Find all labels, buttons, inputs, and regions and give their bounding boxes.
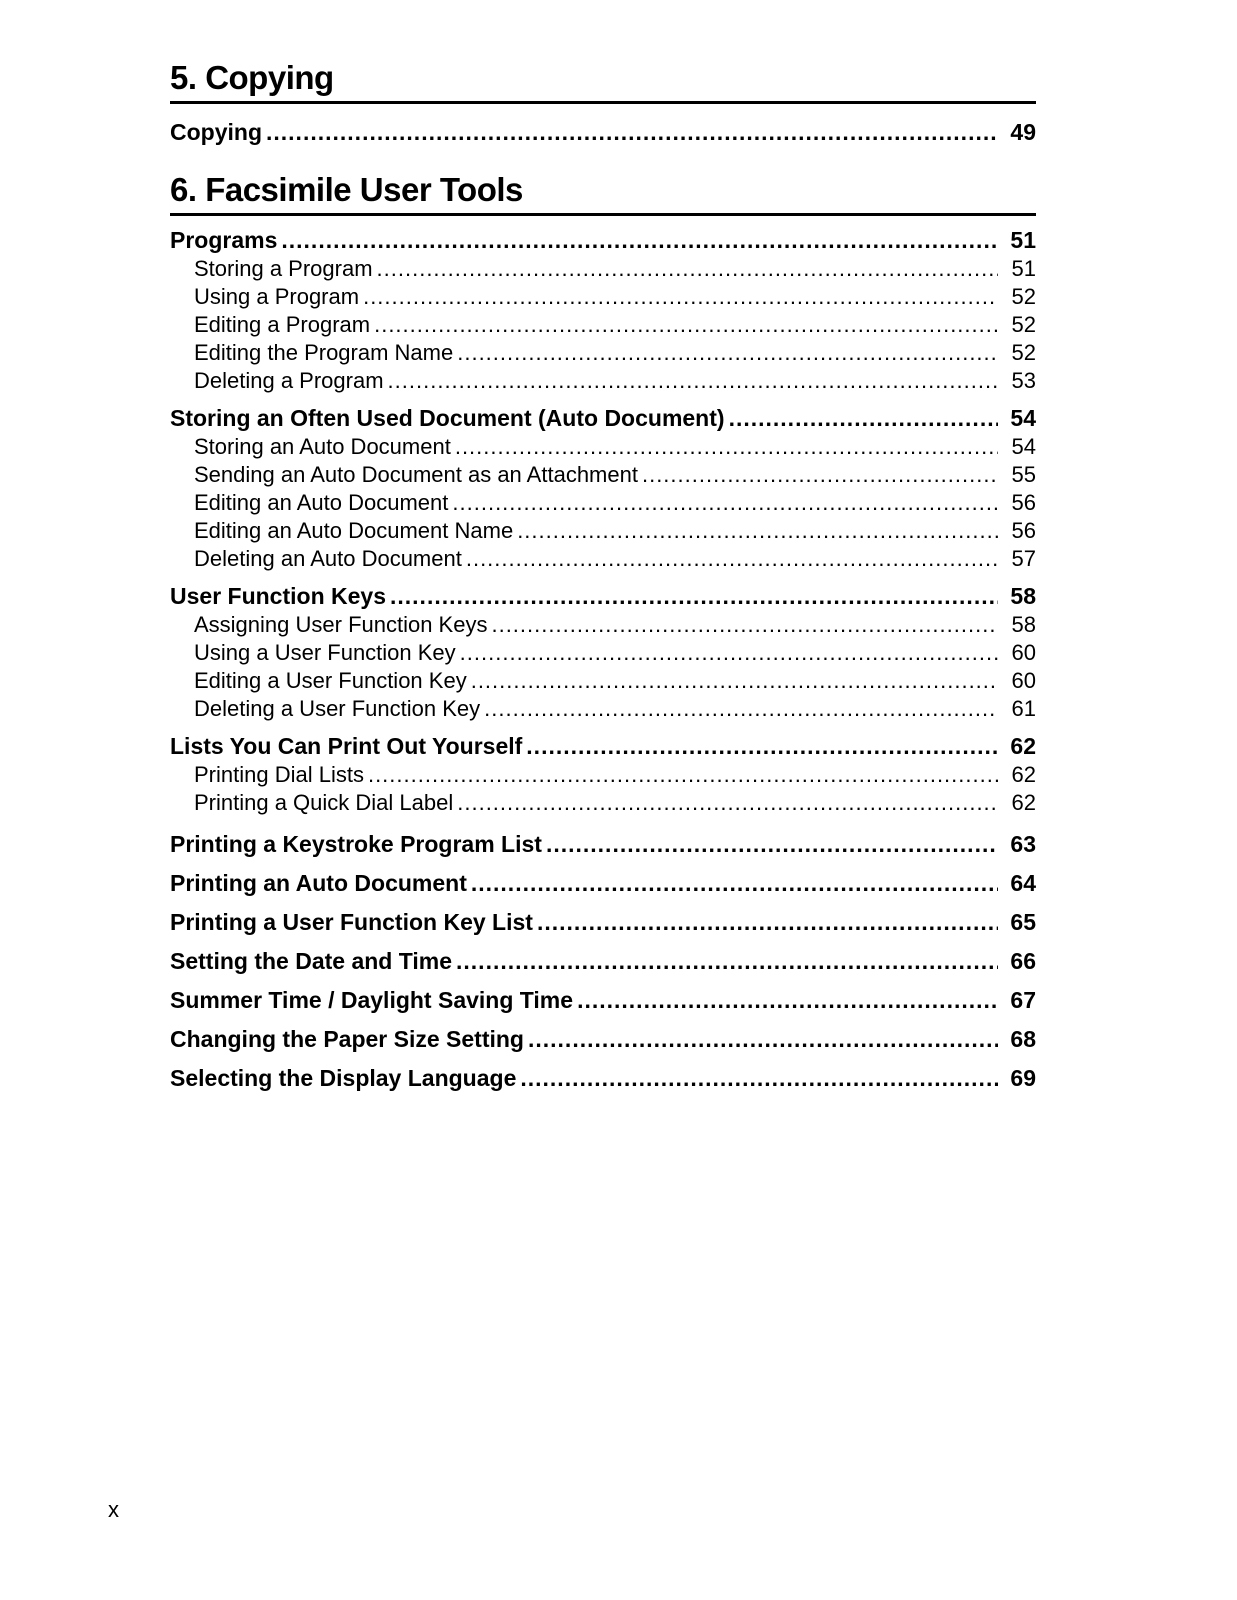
dot-leader <box>577 981 998 1020</box>
toc-subentry-page: 60 <box>1011 668 1036 693</box>
toc-subentry-page: 55 <box>1011 462 1036 487</box>
toc-entry-page: 66 <box>1010 948 1036 974</box>
toc-entry-page: 68 <box>1010 1026 1036 1052</box>
toc-subentry[interactable] <box>170 695 1036 723</box>
toc-subentry[interactable] <box>170 639 1036 667</box>
toc-subentry[interactable] <box>170 489 1036 517</box>
toc-entry-title: Storing an Often Used Document (Auto Document) <box>170 405 725 431</box>
toc-entry-title: Copying <box>170 119 262 145</box>
toc-entry-page: 64 <box>1010 870 1036 896</box>
dot-leader <box>491 611 998 639</box>
toc-subentry-page: 58 <box>1011 612 1036 637</box>
dot-leader <box>281 225 998 255</box>
dot-leader <box>526 731 998 761</box>
page-folio: x <box>108 1497 119 1522</box>
toc-entry-title: Summer Time / Daylight Saving Time <box>170 987 574 1013</box>
toc-subentry[interactable] <box>170 283 1036 311</box>
dot-leader <box>517 517 998 545</box>
toc-entry[interactable] <box>170 225 1036 255</box>
dot-leader <box>457 789 998 817</box>
toc-entry-page: 69 <box>1010 1065 1036 1091</box>
toc-subentry[interactable] <box>170 517 1036 545</box>
dot-leader <box>457 339 998 367</box>
dot-leader <box>460 639 998 667</box>
dot-leader <box>456 942 998 981</box>
toc-subentry-page: 51 <box>1011 256 1036 281</box>
dot-leader <box>377 255 998 283</box>
dot-leader <box>466 545 998 573</box>
toc-subentry-title: Storing a Program <box>194 256 373 281</box>
toc-entry-title: Printing an Auto Document <box>170 870 467 896</box>
toc-entry-page: 65 <box>1010 909 1036 935</box>
toc-subentry-title: Sending an Auto Document as an Attachment <box>194 462 638 487</box>
toc-entry[interactable] <box>170 1059 1036 1098</box>
dot-leader <box>484 695 998 723</box>
toc-subentry-page: 54 <box>1011 434 1036 459</box>
toc-entry-page: 58 <box>1010 583 1036 609</box>
toc-subentry-title: Editing an Auto Document <box>194 490 449 515</box>
toc-subentry-title: Using a User Function Key <box>194 640 456 665</box>
dot-leader <box>388 367 998 395</box>
toc-entry[interactable] <box>170 981 1036 1020</box>
dot-leader <box>363 283 998 311</box>
dot-leader <box>390 581 998 611</box>
toc-entry[interactable] <box>170 113 1036 152</box>
toc-subentry-page: 62 <box>1011 790 1036 815</box>
dot-leader <box>374 311 998 339</box>
toc-subentry[interactable] <box>170 339 1036 367</box>
toc-entry-title: Programs <box>170 227 278 253</box>
toc-entry-page: 62 <box>1010 733 1036 759</box>
toc-subentry-title: Assigning User Function Keys <box>194 612 488 637</box>
toc-entry-title: Setting the Date and Time <box>170 948 453 974</box>
toc-subentry-title: Storing an Auto Document <box>194 434 451 459</box>
toc-subentry-title: Printing a Quick Dial Label <box>194 790 454 815</box>
toc-subentry-page: 57 <box>1011 546 1036 571</box>
dot-leader <box>455 433 998 461</box>
dot-leader <box>266 113 998 152</box>
toc-entry[interactable] <box>170 825 1036 864</box>
toc-entry[interactable] <box>170 403 1036 433</box>
toc-subentry[interactable] <box>170 611 1036 639</box>
chapter-heading: 6. Facsimile User Tools <box>170 170 1036 216</box>
chapter-section <box>170 170 1036 1098</box>
dot-leader <box>368 761 998 789</box>
toc-subentry[interactable] <box>170 789 1036 817</box>
dot-leader <box>452 489 998 517</box>
toc-subentry-page: 56 <box>1011 490 1036 515</box>
toc-subentry-page: 56 <box>1011 518 1036 543</box>
toc-subentry-page: 52 <box>1011 340 1036 365</box>
toc-subentry[interactable] <box>170 367 1036 395</box>
toc-entry[interactable] <box>170 731 1036 761</box>
toc-subentry-title: Editing an Auto Document Name <box>194 518 514 543</box>
dot-leader <box>546 825 998 864</box>
toc-subentry-title: Deleting a User Function Key <box>194 696 481 721</box>
toc-subentry-page: 52 <box>1011 312 1036 337</box>
toc-subentry[interactable] <box>170 461 1036 489</box>
toc-subentry-title: Printing Dial Lists <box>194 762 364 787</box>
dot-leader <box>520 1059 998 1098</box>
toc-subentry-title: Editing the Program Name <box>194 340 454 365</box>
toc-subentry-title: Deleting a Program <box>194 368 384 393</box>
toc-subentry-page: 61 <box>1011 696 1036 721</box>
toc-subentry-title: Editing a User Function Key <box>194 668 467 693</box>
toc-subentry[interactable] <box>170 761 1036 789</box>
dot-leader <box>729 403 998 433</box>
table-of-contents <box>170 58 1036 1098</box>
chapter-section <box>170 58 1036 152</box>
toc-entry-title: Printing a User Function Key List <box>170 909 533 935</box>
toc-entry-title: Printing a Keystroke Program List <box>170 831 542 857</box>
toc-subentry[interactable] <box>170 311 1036 339</box>
toc-entry-page: 67 <box>1010 987 1036 1013</box>
toc-entry-page: 51 <box>1010 227 1036 253</box>
dot-leader <box>471 667 998 695</box>
toc-subentry[interactable] <box>170 545 1036 573</box>
toc-entry[interactable] <box>170 903 1036 942</box>
toc-subentry-page: 53 <box>1011 368 1036 393</box>
toc-entry[interactable] <box>170 1020 1036 1059</box>
toc-subentry-title: Editing a Program <box>194 312 371 337</box>
toc-entry[interactable] <box>170 864 1036 903</box>
toc-subentry-page: 52 <box>1011 284 1036 309</box>
toc-entry[interactable] <box>170 581 1036 611</box>
toc-subentry-title: Deleting an Auto Document <box>194 546 462 571</box>
toc-subentry-title: Using a Program <box>194 284 360 309</box>
toc-entry-title: Selecting the Display Language <box>170 1065 517 1091</box>
toc-entry-title: Lists You Can Print Out Yourself <box>170 733 523 759</box>
toc-entry-page: 54 <box>1010 405 1036 431</box>
dot-leader <box>537 903 998 942</box>
dot-leader <box>528 1020 998 1059</box>
toc-subentry[interactable] <box>170 667 1036 695</box>
toc-subentry-page: 60 <box>1011 640 1036 665</box>
toc-subentry[interactable] <box>170 255 1036 283</box>
toc-subentry-page: 62 <box>1011 762 1036 787</box>
toc-entry-title: Changing the Paper Size Setting <box>170 1026 524 1052</box>
chapter-heading: 5. Copying <box>170 58 1036 104</box>
toc-subentry[interactable] <box>170 433 1036 461</box>
toc-entry-page: 49 <box>1010 119 1036 145</box>
dot-leader <box>642 461 998 489</box>
toc-entry-page: 63 <box>1010 831 1036 857</box>
toc-entry[interactable] <box>170 942 1036 981</box>
dot-leader <box>471 864 998 903</box>
toc-entry-title: User Function Keys <box>170 583 386 609</box>
